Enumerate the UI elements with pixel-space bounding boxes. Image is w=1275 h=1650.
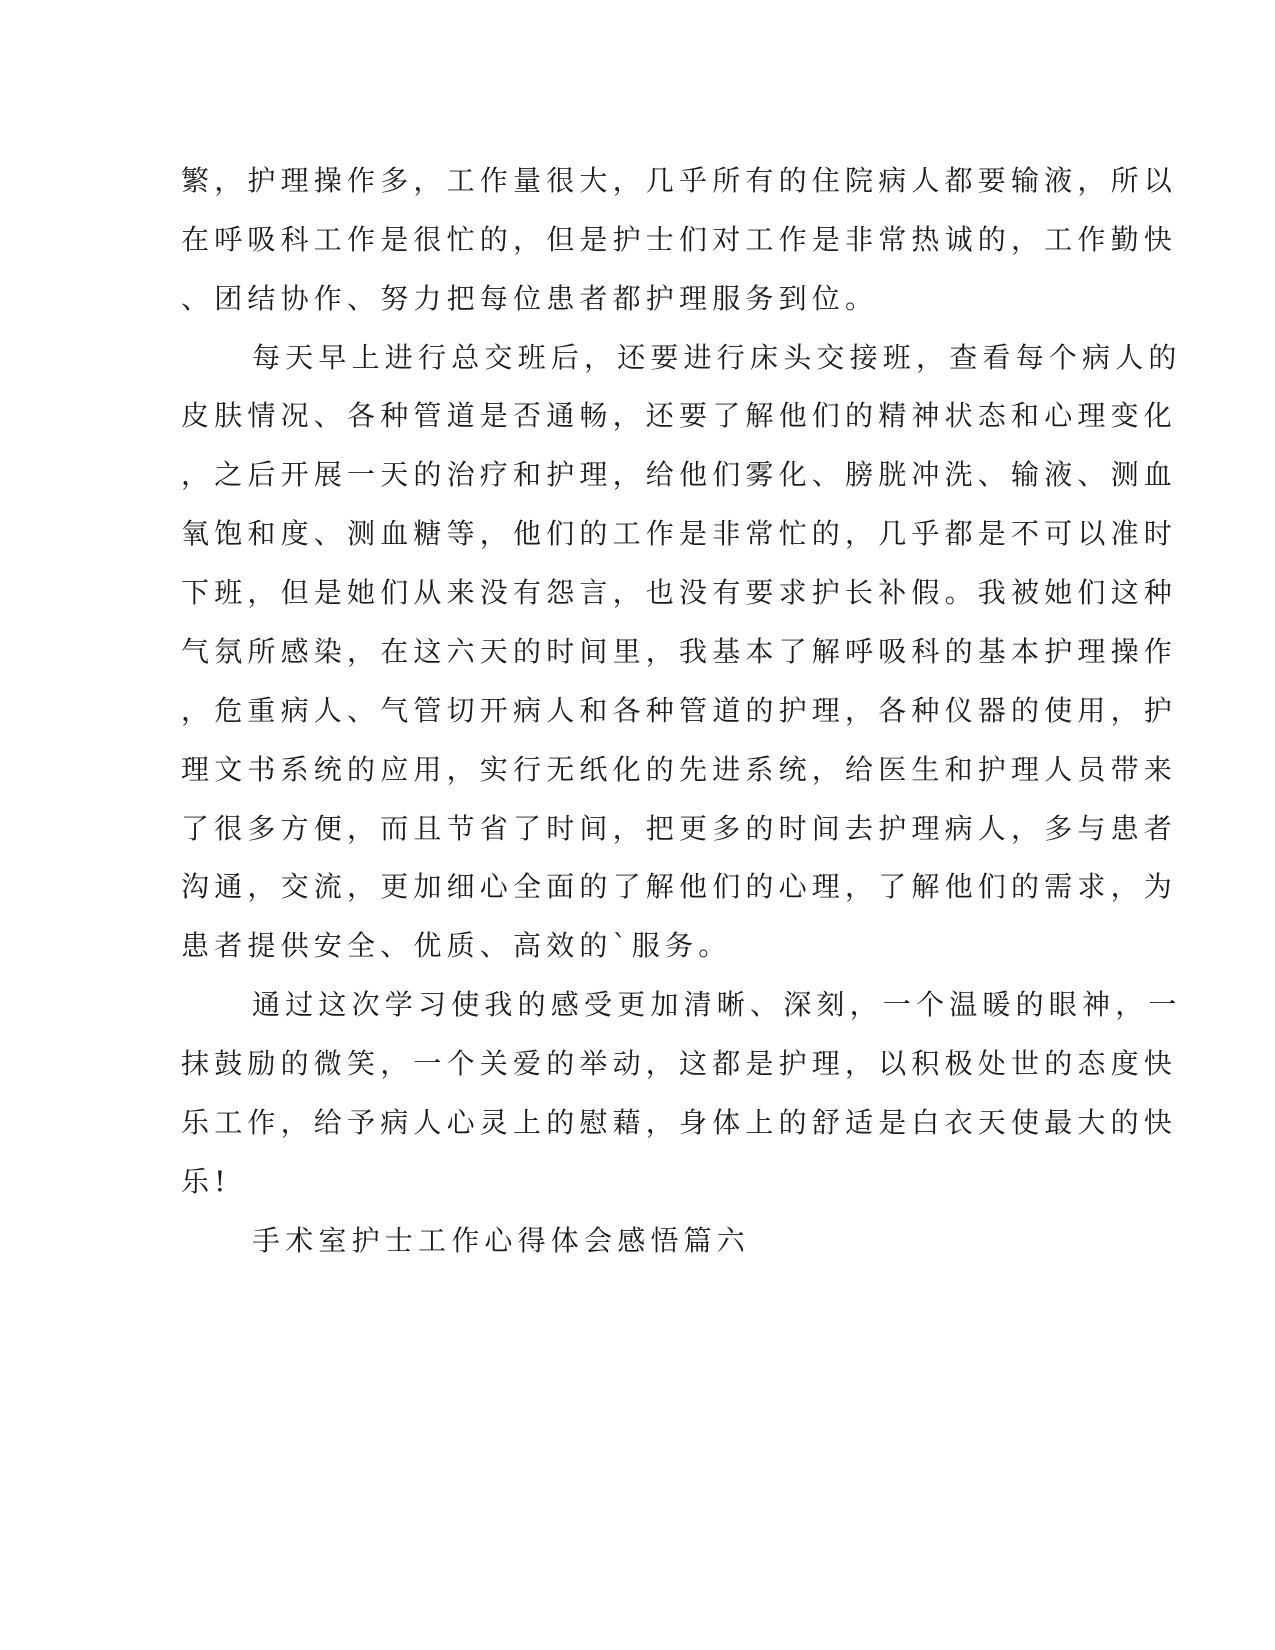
text-line: 了很多方便，而且节省了时间，把更多的时间去护理病人，多与患者 [181, 812, 1178, 845]
text-line: 理文书系统的应用，实行无纸化的先进系统，给医生和护理人员带来 [181, 753, 1178, 786]
text-line: 氧饱和度、测血糖等，他们的工作是非常忙的，几乎都是不可以准时 [181, 517, 1178, 550]
text-line: 沟通，交流，更加细心全面的了解他们的心理，了解他们的需求，为 [181, 870, 1178, 903]
text-line: 皮肤情况、各种管道是否通畅，还要了解他们的精神状态和心理变化 [181, 399, 1178, 432]
text-line: 通过这次学习使我的感受更加清晰、深刻，一个温暖的眼神，一 [252, 988, 1182, 1021]
text-line: 在呼吸科工作是很忙的，但是护士们对工作是非常热诚的，工作勤快 [181, 223, 1178, 256]
text-line: ，危重病人、气管切开病人和各种管道的护理，各种仪器的使用，护 [181, 694, 1178, 727]
text-line: 乐工作，给予病人心灵上的慰藉，身体上的舒适是白衣天使最大的快 [181, 1106, 1178, 1139]
text-line: 乐! [181, 1165, 231, 1198]
text-line: 抹鼓励的微笑，一个关爱的举动，这都是护理，以积极处世的态度快 [181, 1047, 1178, 1080]
text-line: 气氛所感染，在这六天的时间里，我基本了解呼吸科的基本护理操作 [181, 635, 1178, 668]
text-line: 、团结协作、努力把每位患者都护理服务到位。 [181, 282, 879, 315]
text-line: 繁，护理操作多，工作量很大，几乎所有的住院病人都要输液，所以 [181, 164, 1178, 197]
text-line: 患者提供安全、优质、高效的`服务。 [181, 929, 732, 962]
text-line: 下班，但是她们从来没有怨言，也没有要求护长补假。我被她们这种 [181, 576, 1178, 609]
text-line: ，之后开展一天的治疗和护理，给他们雾化、膀胱冲洗、输液、测血 [181, 458, 1178, 491]
text-line: 每天早上进行总交班后，还要进行床头交接班，查看每个病人的 [252, 341, 1182, 374]
section-heading: 手术室护士工作心得体会感悟篇六 [252, 1224, 751, 1257]
